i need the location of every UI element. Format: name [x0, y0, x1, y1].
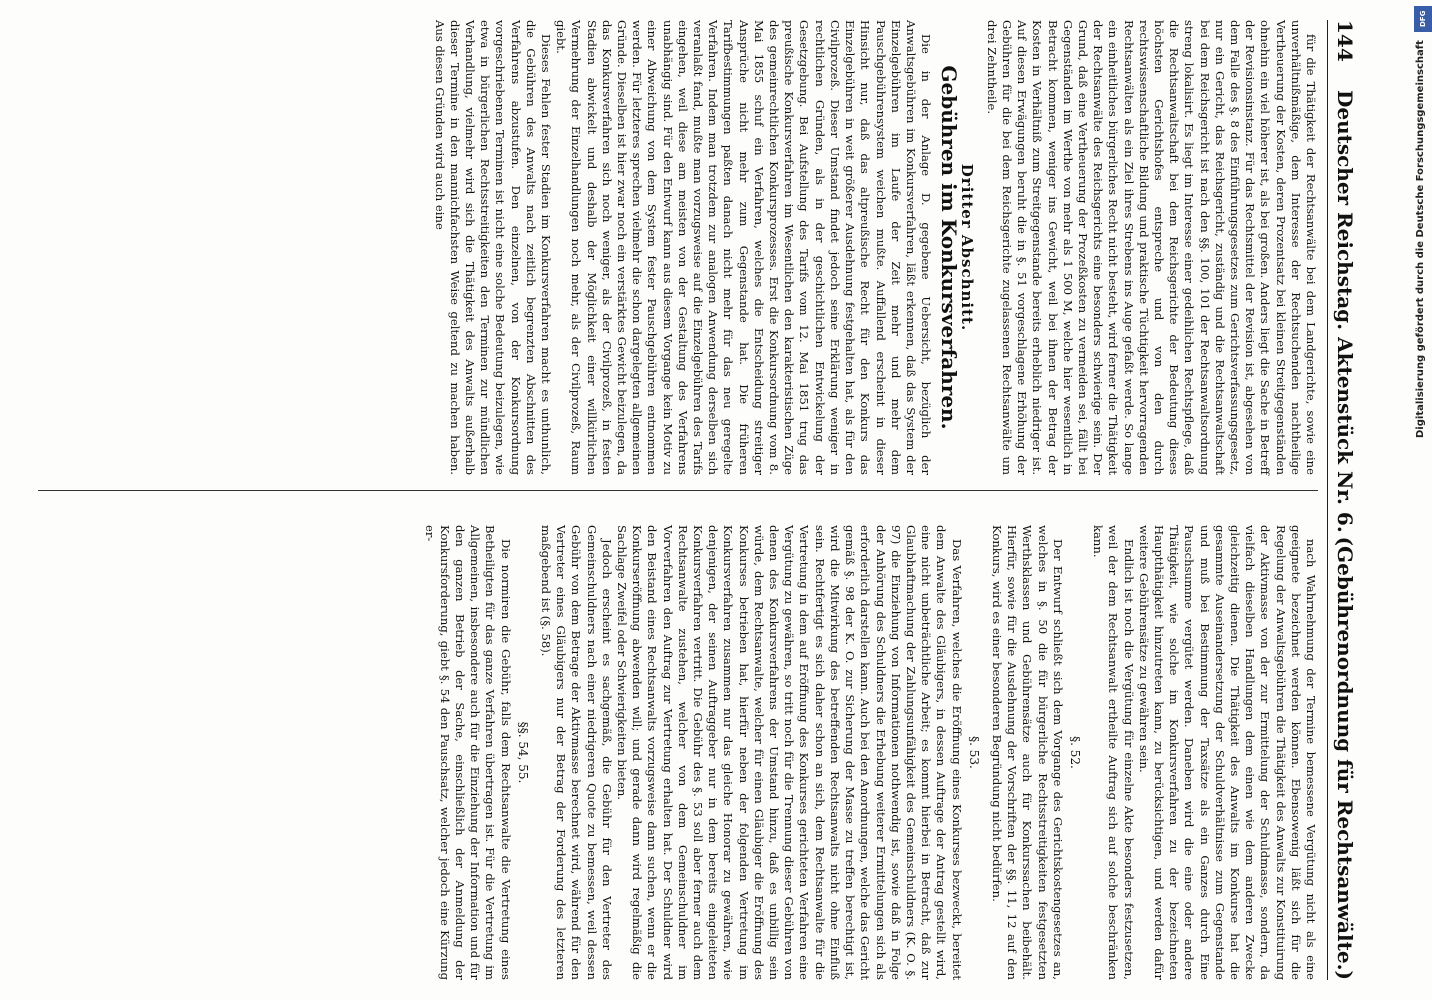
section-52-text: Der Entwurf schließt sich dem Vorgange des Gerichtskostengesetzes an, welches in §. 50 die für bürgerliche Rechtsstreitigkeiten festgesetzten Werthsklassen und Gebührensätze auch für Konkurssachen beibehält. Hierfür, sowie für die Ausdehnung der Vorschriften der §§. 11, 12 auf den Konkurs, wird es einer besonderen Begründung nicht bedürfen. — [989, 525, 1065, 980]
section-53-heading: §. 53. — [966, 736, 981, 769]
left-paragraph-3: Dieses Fehlen fester Stadien im Konkursverfahren macht es unthunlich, die Gebühren des Anwalts nach zeitlich begrenzten Abschnitten des Verfahrens abzustufen. Den einzelnen, von der Konkursordnung vorgeschriebenen Terminen ist nicht eine solche Bedeutung beizulegen, wie etwa in bürgerlichen Rechtsstreitigkeiten den Terminen zur mündlichen Verhandlung, vielmehr wird sich die Thätigkeit des Anwalts außerhalb dieser Termine in den mannichfachsten Weise geltend zu machen haben. Aus diesen Gründen wird auch eine — [432, 20, 554, 475]
right-paragraph-2: Endlich ist noch die Vergütung für einzelne Akte besonders festzusetzen, weil der dem Rechtsanwalt ertheilte Auftrag sich auf solche beschränken kann. — [1091, 525, 1136, 980]
margin-note-text: Digitalisierung gefördert durch die Deutsche Forschungsgemeinschaft — [1415, 40, 1426, 438]
margin-note — [1415, 0, 1432, 1000]
left-paragraph-1: für die Thätigkeit der Rechtsanwälte bei dem Landgerichte, sowie eine unverhältnißmäßige, dem Interesse der Rechtsuchenden nachtheilige Vertheuerung der Kosten, deren Prozentsatz bei kleinen Streitgegenständen ohnehin ein viel höherer ist, als bei großen. Anders liegt die Sache in Betreff der Revisionsinstanz. Für das Rechtsmittel der Revision ist, abgesehen von dem Falle des §. 8 des Einführungsgesetzes zum Gerichtsverfassungsgesetz, nur ein Gericht, das Reichsgericht, zuständig und die Rechtsanwaltschaft bei dem Reichsgericht ist nach den §§. 100, 101 der Rechtsanwaltsordnung streng lokalisirt. Es liegt im Interesse einer gedeihlichen Rechtspflege, daß die Rechtsanwaltschaft bei dem Reichsgerichte der Bedeutung dieses höchsten Gerichtshofes entspreche und von den durch rechtswissenschaftliche Bildung und praktische Tüchtigkeit hervorragenden Rechtsanwälten als ein Ziel ihres Strebens ins Auge gefaßt werde. So lange ein einheitliches bürgerliches Recht nicht besteht, wird ferner die Thätigkeit der Rechtsanwälte des Reichsgerichts eine besonders schwierige sein. Der Grund, daß eine Vertheuerung der Prozeßkosten zu vermeiden sei, fällt bei Gegenständen im Werthe von mehr als 1 500 M, welche hier wesentlich in Betracht kommen, weniger ins Gewicht, weil bei ihnen der Betrag der Kosten in Verhältniß zum Streitgegenstande bereits erheblich niedriger ist. Auf diesen Erwägungen beruht die in §. 51 vorgeschlagene Erhöhung der Gebühren für die bei dem Reichsgerichte zugelassenen Rechtsanwälte um drei Zehntheile. — [984, 20, 1318, 475]
dfg-logo: DFG — [1414, 6, 1432, 32]
page-header — [1327, 20, 1362, 980]
left-paragraph-2: Die in der Anlage D. gegebene Uebersicht, bezüglich der Anwaltsgebühren im Konkursverfahren, läßt erkennen, daß das System der Einzelgebühren im Laufe der Zeit mehr und mehr dem Pauschgebührensystem weichen mußte. Auffallend erscheint in dieser Hinsicht nur, daß das altpreußische Recht für den Konkurs das Einzelgebühren in weit größerer Ausdehnung festgehalten hat, als für den Civilprozeß. Dieser Umstand findet jedoch seine Erklärung weniger in rechtlichen Gründen, als in der geschichtlichen Entwickelung der Gesetzgebung. Bei Aufstellung des Tarifs vom 12. Mai 1851 trug das preußische Konkursverfahren im Wesentlichen den karakteristischen Züge des gemeinrechtlichen Konkursprozesses. Erst die Konkursordnung vom 8. Mai 1855 schuf ein Verfahren, welches die Entscheidung streitiger Ansprüche nicht mehr zum Gegenstande hat. Die früheren Tarifbestimmungen paßten danach nicht mehr für das neu geregelte Verfahren. Indem man trotzdem zur analogen Anwendung derselben sich veranlaßt fand, mußte man vorzugsweise auf die Einzelgebühren des Tarifs eingehen, weil diese am meisten von der Gestaltung des Verfahrens unabhängig sind. Für den Entwurf kann aus diesem Vorgange kein Motiv zu einer Abweichung von dem System fester Pauschgebühren entnommen werden. Für letzteres sprechen vielmehr die schon dargelegten allgemeinen Gründe. Dieselben ist hier zwar noch ein verstärktes Gewicht beizulegen, da das Konkursverfahren sich noch weniger, als der Civilprozeß, in festen Stadien abwickelt und deshalb der Möglichkeit einer willkürlichen Vermehrung der Einzelhandlungen noch mehr, als der Civilprozeß, Raum giebt. — [554, 20, 934, 475]
section-54-55-text: Die normiren die Gebühr, falls dem Rechtsanwalte die Vertretung eines Betheiligten für das ganze Verfahren übertragen ist. Für die Vertretung im Allgemeinen, insbesondere auch für die Einziehung der Information und für den ganzen Betrieb der Sache, einschließlich der Anmeldung der Konkursforderung, giebt §. 54 den Pauschsatz, welcher jedoch eine Kürzung er- — [422, 525, 513, 980]
header-subtitle: (Gebührenordnung für Rechtsanwälte.) — [1333, 536, 1357, 980]
section-53-text-2: Jedoch erscheint es sachgemäß, die Gebühr für den Vertreter des Gemeinschuldners nach einer niedrigeren Quote zu bemessen, weil dessen Gebühr von dem Betrage der Aktivmasse berechnet wird, während für den Vertreter eines Gläubigers nur der Betrag der Forderung des letzteren maßgebend ist (§. 58). — [539, 525, 614, 980]
section-52-heading: §. 52. — [1067, 736, 1082, 769]
left-column — [18, 20, 1318, 475]
page-number: 144 — [1333, 20, 1357, 62]
header-title: Deutscher Reichstag. Aktenstück Nr. 6. — [1333, 90, 1357, 533]
section-54-55-heading: §§. 54, 55. — [515, 721, 530, 784]
right-paragraph-1: nach Wahrnehmung der Termine bemessene Vergütung nicht als eine geeignete bezeichnet werden können. Ebensowenig läßt sich für die Regelung der Anwaltsgebühren die Thätigkeit des Anwalts zur Konstituirung der Aktivmasse von der zur Ermittelung der Schuldmasse, sondern, da vielfach dieselben Handlungen dem einen wie dem anderen Zwecke gleichzeitig dienen. Die Thätigkeit des Anwalts im Konkurse hat die gesammte Auseinandersetzung der Schuldverhältnisse zum Gegenstande und muß bei Bestimmung der Taxsätze als ein Ganzes durch Eine Pauschsumme vergütet werden. Daneben wird die eine oder andere Thätigkeit, wie solche im Konkursverfahren zu der bezeichneten Hauptthätigkeit hinzutreten kann, zu berücksichtigen, und werden dafür weitere Gebührensätze zu gewähren sein. — [1136, 525, 1318, 980]
right-column — [18, 525, 1318, 980]
section-title: Dritter Abschnitt. — [957, 163, 976, 332]
section-53-text-1: Das Verfahren, welches die Eröffnung eines Konkurses bezweckt, bereitet dem Anwalte des Gläubigers, in dessen Auftrage der Antrag gestellt wird, eine nicht unbeträchtliche Arbeit; es kommt hierbei in Betracht, daß zur Glaubhaftmachung der Zahlungsunfähigkeit des Gemeinschuldners (K. O. §. 97) die Einziehung von Informationen nothwendig ist, sowie daß in Folge der Anhörung des Schuldners die Erhebung weiterer Ermittelungen sich als erforderlich darstellen kann. Auch bei den Anordnungen, welche das Gericht gemäß §. 98 der K. O. zur Sicherung der Masse zu treffen berechtigt ist, wird die Mitwirkung des betreffenden Rechtsanwalts nicht ohne Einfluß sein. Rechtfertigt es sich daher schon an sich, dem Rechtsanwalte für die Vertretung in dem auf Eröffnung des Konkurses gerichteten Verfahren eine Vergütung zu gewähren, so tritt noch für die Trennung dieser Gebühren von denen des Konkursverfahrens der Umstand hinzu, daß es unbillig sein würde, dem Rechtsanwalte, welcher für einen Gläubiger die Eröffnung des Konkurses betrieben hat, hierfür neben der folgenden Vertretung im Konkursverfahren zusammen nur das gleiche Honorar zu gewähren, wie denjenigen, der seinen Auftraggeber nur in dem bereits eingeleiteten Konkursverfahren vertritt. Die Gebühr des §. 53 soll aber ferner auch dem Rechtsanwalte zustehen, welcher von dem Gemeinschuldner im Vorverfahren den Auftrag zur Vertretung erhalten hat. Der Schuldner wird den Beistand eines Rechtsanwalts vorzugsweise dann suchen, wenn er die Konkurseröffnung abwenden will; und gerade dann wird regelmäßig die Sachlage Zweifel oder Schwierigkeiten bieten. — [615, 525, 964, 980]
column-divider — [38, 490, 1318, 491]
section-subtitle: Gebühren im Konkursverfahren. — [937, 65, 962, 430]
